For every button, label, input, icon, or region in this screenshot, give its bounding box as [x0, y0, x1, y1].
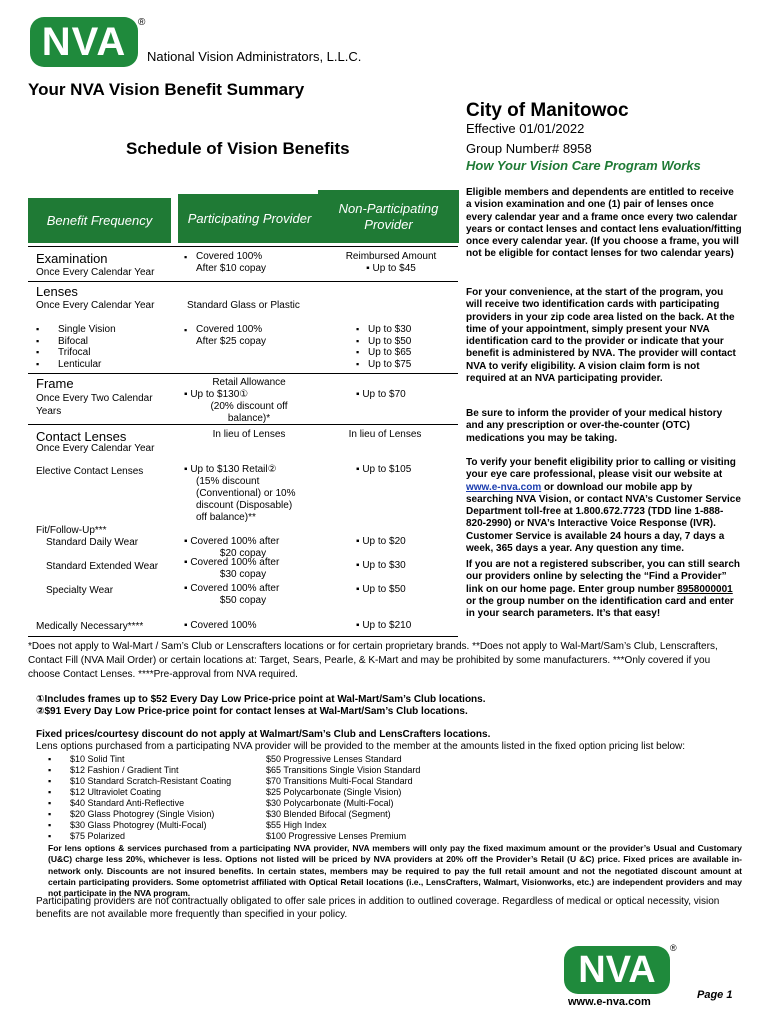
divider: [28, 373, 458, 374]
lens-type-trifocal: ▪ Trifocal: [36, 347, 176, 359]
verify-eligibility-paragraph: To verify your benefit eligibility prior to calling or visiting your eye care professional, please visit our website at www.e-nva.com or download our mobile app by searching NVA Vision, or contact NVA’s Customer Service Department toll-free at 1.800.672.7723 (TDD line 1-888-820-2990) or NVA’s Interactive Voice Response (IVR). Customer Service is available 24 hours a day, 7 days a week, 365 days a year. Any question any time.: [466, 457, 741, 555]
effective-date: Effective 01/01/2022: [466, 121, 585, 136]
lenses-frequency: Once Every Calendar Year: [36, 300, 155, 311]
fixed-prices-title: Fixed prices/courtesy discount do not apply at Walmart/Sam’s Club and LensCrafters locations.: [36, 729, 491, 740]
group-number-link: 8958000001: [677, 583, 733, 595]
option-row: ▪ $30 Glass Photogrey (Multi-Focal) $55 High Index: [48, 820, 327, 830]
frame-participating: Retail Allowance ▪ Up to $130① (20% discount off balance)*: [184, 377, 288, 424]
medically-necessary-participating: ▪ Covered 100%: [184, 620, 257, 631]
header-benefit-frequency: Benefit Frequency: [28, 198, 171, 243]
eligibility-paragraph: Eligible members and dependents are entitled to receive a vision examination and one (1) pair of lenses once every calendar year and a frame once every two calendar years or contact lenses and contact lens evaluation/fitting once every calendar year. (If you choose a frame, you will not be eligible for contact lenses for two calendar years): [466, 187, 742, 260]
standard-daily-non-participating: ▪ Up to $20: [356, 536, 406, 547]
nva-logo: NVA: [30, 17, 138, 67]
option-row: ▪ $75 Polarized $100 Progressive Lenses Premium: [48, 831, 407, 841]
registered-mark-bottom: ®: [670, 943, 677, 953]
standard-extended-participating: ▪ Covered 100% after $30 copay: [184, 557, 280, 580]
specialty-wear-label: Specialty Wear: [46, 585, 114, 596]
option-row: ▪ $12 Fashion / Gradient Tint $65 Transitions Single Vision Standard: [48, 765, 421, 775]
lens-options-note: For lens options & services purchased from a participating NVA provider, NVA members will only pay the fixed maximum amount or the provider’s Usual and Customary (U&C) charge less 20%, whichever is less. Options not listed will be priced by NVA providers at 20% off the Provider’s Retail (U &C) price. Fixed prices are available in-network only. Discounts are not insured benefits. In certain states, members may be required to pay the full retail amount and not the negotiated discount amount at certain participating providers. Some optometrist affiliated with Optical Retail locations (i.e., LensCrafters, Walmart, Visionworks, etc.) are independent providers and may not participate in the NVA program.: [48, 843, 742, 899]
lens-options-list: [48, 754, 420, 842]
elective-participating: ▪ Up to $130 Retail② (15% discount (Conventional) or 10% discount (Disposable) off balance)**: [184, 464, 296, 523]
frame-non-participating: ▪ Up to $70: [356, 389, 406, 400]
divider: [28, 246, 458, 247]
lenses-label: Lenses: [36, 284, 78, 299]
find-provider-paragraph: If you are not a registered subscriber, you can still search our providers online by selecting the “Find a Provider” link on our home page. Enter group number 8958000001 or the group number on the identification card and enter in your search parameters. It’s that easy!: [466, 559, 740, 620]
registered-mark: ®: [138, 17, 146, 28]
elective-contact-label: Elective Contact Lenses: [36, 466, 144, 477]
contact-lenses-frequency: Once Every Calendar Year: [36, 443, 155, 454]
lenses-participating: ▪ Covered 100% After $25 copay: [184, 324, 314, 348]
standard-daily-label: Standard Daily Wear: [46, 537, 139, 548]
standard-extended-label: Standard Extended Wear: [46, 561, 159, 572]
medically-necessary-non-participating: ▪ Up to $210: [356, 620, 412, 631]
examination-frequency: Once Every Calendar Year: [36, 267, 155, 278]
company-name: National Vision Administrators, L.L.C.: [147, 49, 362, 64]
group-number: Group Number# 8958: [466, 141, 592, 156]
id-cards-paragraph: For your convenience, at the start of the program, you will receive two identification cards with participating providers in your zip code area listed on the back. At the time of your appointment, simply present your NVA identification card to the provider or indicate that your benefit is administered by NVA. The provider will contact NVA to verify eligibility. A vision claim form is not required at an NVA participating provider.: [466, 287, 736, 385]
footnote-2: ②$91 Every Day Low Price-price point for contact lenses at Wal-Mart/Sam’s Club locations.: [36, 706, 468, 717]
lenses-participating-title: Standard Glass or Plastic: [187, 300, 300, 311]
medically-necessary-label: Medically Necessary****: [36, 621, 144, 632]
standard-extended-non-participating: ▪ Up to $30: [356, 560, 406, 571]
website-footer-link[interactable]: www.e-nva.com: [568, 996, 651, 1008]
lens-type-bifocal: ▪ Bifocal: [36, 336, 176, 348]
nva-logo-bottom: NVA: [564, 946, 670, 994]
footnote-1: ①Includes frames up to $52 Every Day Low Price-price point at Wal-Mart/Sam’s Club locations.: [36, 694, 486, 705]
schedule-heading: Schedule of Vision Benefits: [126, 139, 350, 158]
city-name: City of Manitowoc: [466, 100, 629, 121]
standard-daily-participating: ▪ Covered 100% after $20 copay: [184, 536, 280, 559]
how-it-works-heading: How Your Vision Care Program Works: [466, 158, 701, 173]
specialty-wear-participating: ▪ Covered 100% after $50 copay: [184, 583, 280, 606]
header-non-participating: Non-Participating Provider: [318, 190, 459, 243]
specialty-wear-non-participating: ▪ Up to $50: [356, 584, 406, 595]
lens-types: [36, 324, 176, 370]
disclaimer: *Does not apply to Wal-Mart / Sam’s Club or Lenscrafters locations or for certain proprietary brands. **Does not apply to Wal-Mart/Sam’s Club, Lenscrafters, Contact Fill (NVA Mail Order) or certain locations at: Target, Sears, Pearle, & K-Mart and may be prohibited by some manufacturers. ***Only covered if you choose Contact Lenses. ****Pre-approval from NVA required.: [28, 641, 718, 680]
frame-label: Frame: [36, 376, 74, 391]
divider: [28, 281, 458, 282]
contact-participating-title: In lieu of Lenses: [212, 429, 286, 440]
option-row: ▪ $10 Solid Tint $50 Progressive Lenses Standard: [48, 754, 402, 764]
divider: [28, 424, 458, 425]
examination-non-participating: Reimbursed Amount ▪ Up to $45: [345, 251, 437, 274]
examination-participating: ▪ Covered 100% After $10 copay: [184, 251, 314, 275]
option-row: ▪ $10 Standard Scratch-Resistant Coating $70 Transitions Multi-Focal Standard: [48, 776, 413, 786]
contact-lenses-label: Contact Lenses: [36, 429, 127, 444]
website-link[interactable]: www.e-nva.com: [466, 481, 542, 493]
lenses-non-participating: ▪ Up to $30 ▪ Up to $50 ▪ Up to $65 ▪ Up to $75: [356, 324, 456, 370]
option-row: ▪ $12 Ultraviolet Coating $25 Polycarbonate (Single Vision): [48, 787, 402, 797]
header-participating: Participating Provider: [178, 194, 321, 243]
frame-frequency: Once Every Two Calendar Years: [36, 393, 153, 417]
lens-type-lenticular: ▪ Lenticular: [36, 359, 176, 371]
page-title: Your NVA Vision Benefit Summary: [28, 80, 305, 99]
participating-note: Participating providers are not contractually obligated to offer sale prices in addition to outlined coverage. Regardless of medical or optical necessity, vision benefits are not available more frequently than specified in your policy.: [36, 896, 720, 920]
contact-non-participating-title: In lieu of Lenses: [348, 429, 422, 440]
elective-non-participating: ▪ Up to $105: [356, 464, 412, 475]
fixed-prices-intro: Lens options purchased from a participating NVA provider will be provided to the member at the amounts listed in the fixed option pricing list below:: [36, 741, 686, 752]
lens-type-single-vision: ▪ Single Vision: [36, 324, 176, 336]
fit-follow-up-label: Fit/Follow-Up***: [36, 525, 107, 536]
divider: [28, 636, 458, 637]
option-row: ▪ $20 Glass Photogrey (Single Vision) $30 Blended Bifocal (Segment): [48, 809, 391, 819]
medical-history-paragraph: Be sure to inform the provider of your medical history and any prescription or over-the-counter (OTC) medications you may be taking.: [466, 408, 723, 444]
examination-label: Examination: [36, 251, 108, 266]
page-number: Page 1: [697, 989, 733, 1001]
option-row: ▪ $40 Standard Anti-Reflective $30 Polycarbonate (Multi-Focal): [48, 798, 394, 808]
